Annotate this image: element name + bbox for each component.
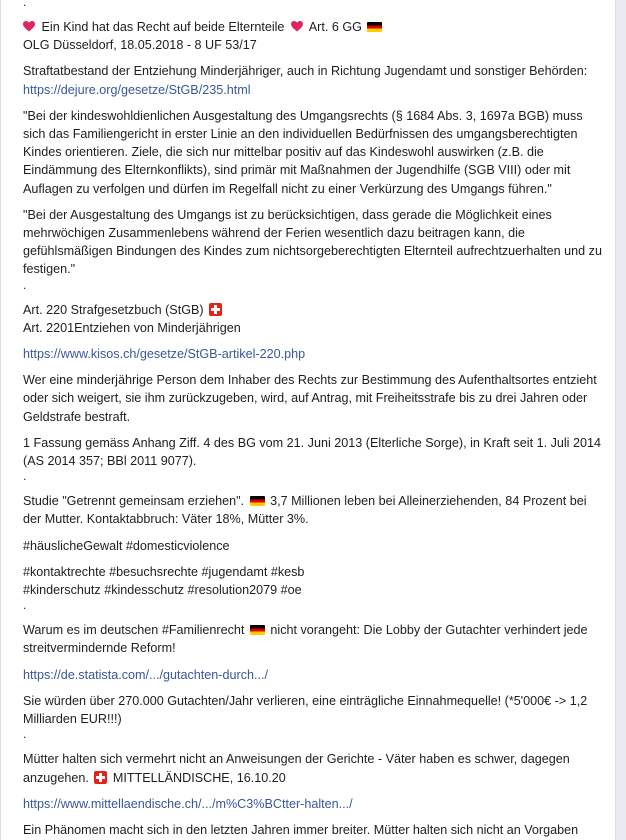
post-body <box>23 0 608 839</box>
art220-title-line <box>23 301 608 319</box>
separator-dot: . <box>23 727 27 742</box>
studie-text <box>23 492 608 528</box>
art220-text: Wer eine minderjährige Person dem Inhaber des Rechts zur Bestimmung des Aufenthaltsortes entzieht oder sich weigert, sie ihm zurückzugeben, wird, auf Antrag, mit Freiheitsstrafe bis zu drei Jahren oder Geldstrafe bestraft. <box>23 373 597 424</box>
art220-subtitle: Art. 2201Entziehen von Minderjährigen <box>23 320 241 335</box>
hashtags-line-2: #kontaktrechte #besuchsrechte #jugendamt #kesb <box>23 564 305 579</box>
kisos-link[interactable]: https://www.kisos.ch/gesetze/StGB-artikel-220.php <box>23 347 306 362</box>
warum-text <box>23 621 608 657</box>
hashtags-line-1: #häuslicheGewalt #domesticviolence <box>23 538 230 553</box>
muetter-source: MITTELLÄNDISCHE, 16.10.20 <box>112 770 286 785</box>
muetter-lead: Mütter halten sich vermehrt nicht an Anweisungen der Gerichte - Väter haben es schwer, dagegen anzugehen. <box>23 752 570 785</box>
flag-switzerland-icon <box>209 303 222 316</box>
heart-icon <box>291 21 303 32</box>
header-text: Ein Kind hat das Recht auf beide Elternteile <box>41 20 285 34</box>
art220-title: Art. 220 Strafgesetzbuch (StGB) <box>23 302 204 317</box>
flag-switzerland-icon <box>94 771 107 784</box>
flag-germany-icon <box>250 496 265 506</box>
quote-umgangsrecht: "Bei der kindeswohldienlichen Ausgestaltung des Umgangsrechts (§ 1684 Abs. 3, 1697a BGB) muss sich das Familiengericht in erster Linie an den individuellen Bedürfnissen des umgangsberechtigten Kindes orientieren. Ziele, die sich nur mittelbar positiv auf das Kindeswohl auswirken (z.B. die Eindämmung des Elternkonflikts), sind primär mit Maßnahmen der Jugendhilfe (SGB VIII) oder mit Auflagen zu verfolgen und dürfen im Regelfall nicht zu einer Verkürzung des Umgangs führen." <box>23 108 583 196</box>
quote-ausgestaltung: "Bei der Ausgestaltung des Umgangs ist zu berücksichtigen, dass gerade die Möglichkeit eines mehrwöchigen Zusammenlebens während der Ferien wesentlich dazu beitragen kann, die gefühlsmäßigen Bindungen des Kindes zum nichtsorgeberechtigten Elternteil aufrechtzuerhalten und zu festigen." <box>23 207 602 277</box>
fassung-text: 1 Fassung gemäss Anhang Ziff. 4 des BG vom 21. Juni 2013 (Elterliche Sorge), in Kraft seit 1. Juli 2014 (AS 2014 357; BBl 2011 9077). <box>23 435 601 469</box>
post-header-line <box>23 18 608 36</box>
hashtags-line-3: #kinderschutz #kindesschutz #resolution2079 #oe <box>23 583 302 598</box>
separator-dot: . <box>23 0 27 9</box>
studie-title: Studie "Getrennt gemeinsam erziehen". <box>23 494 245 509</box>
separator-dot: . <box>23 469 27 484</box>
studie-figures: 3,7 Millionen leben bei Alleinerziehenden, 84 Prozent bei der Mutter. Kontaktabbruch: Väter 18%, Mütter 3%. <box>23 494 587 527</box>
gutachten-text: Sie würden über 270.000 Gutachten/Jahr verlieren, eine einträgliche Einnahmequelle! (*5'000€ -> 1,2 Milliarden EUR!!!) <box>23 693 588 727</box>
flag-germany-icon <box>367 22 382 32</box>
warum-rest: nicht vorangeht: Die Lobby der Gutachter verhindert jede streitvermindernde Reform! <box>23 623 588 656</box>
phaenomen-text: Ein Phänomen macht sich in den letzten Jahren immer breiter. Mütter halten sich nicht an Vorgaben <box>23 822 579 837</box>
separator-dot: . <box>23 277 27 292</box>
statista-link[interactable]: https://de.statista.com/.../gutachten-durch.../ <box>23 667 269 682</box>
separator-dot: . <box>23 598 27 613</box>
mittellaendische-link[interactable]: https://www.mittellaendische.ch/.../m%C3%BCtter-halten.../ <box>23 796 353 811</box>
muetter-text <box>23 750 608 786</box>
header-article: Art. 6 GG <box>308 20 362 34</box>
flag-germany-icon <box>250 625 265 635</box>
warum-lead: Warum es im deutschen #Familienrecht <box>23 623 245 638</box>
olg-line: OLG Düsseldorf, 18.05.2018 - 8 UF 53/17 <box>23 38 257 53</box>
dejure-link[interactable]: https://dejure.org/gesetze/StGB/235.html <box>23 82 251 97</box>
straf-intro: Straftatbestand der Entziehung Minderjähriger, auch in Richtung Jugendamt und sonstiger Behörden: https://dejure.org/gesetze/StGB/235.html <box>23 64 588 97</box>
heart-icon <box>23 21 35 32</box>
